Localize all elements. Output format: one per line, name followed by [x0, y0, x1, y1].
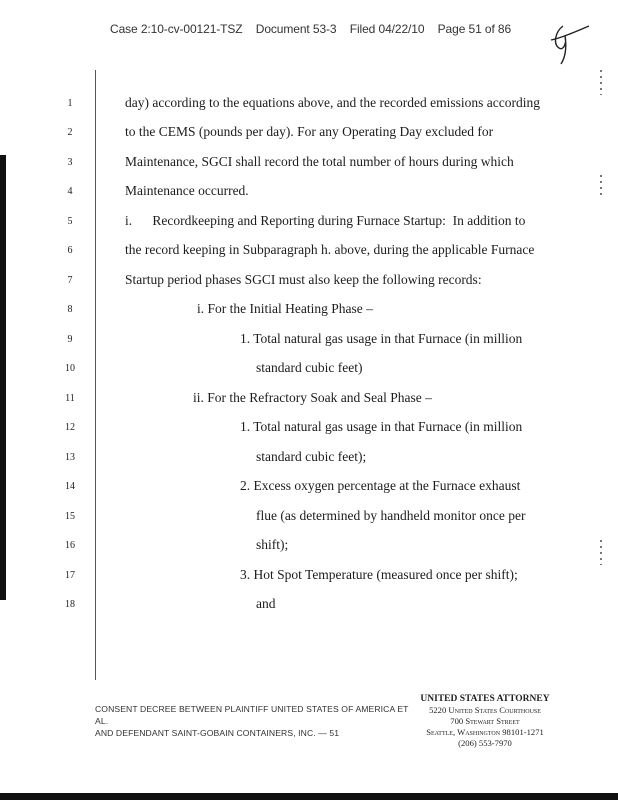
filed-date: Filed 04/22/10 [349, 22, 425, 36]
line-number: 6 [67, 245, 73, 256]
line-number: 10 [65, 363, 75, 374]
body-line: day) according to the equations above, and the recorded emissions according [125, 95, 540, 110]
list-heading: i. For the Initial Heating Phase – [197, 301, 373, 316]
scan-edge-bottom [0, 793, 618, 800]
body-line: Startup period phases SGCI must also keep the following records: [125, 272, 482, 287]
body-line: to the CEMS (pounds per day). For any Operating Day excluded for [125, 124, 494, 139]
address-line: Seattle, Washington 98101-1271 [426, 727, 544, 737]
line-number: 12 [65, 422, 75, 433]
line-number: 14 [65, 481, 75, 492]
page-header [110, 22, 530, 36]
line-number: 9 [67, 334, 73, 345]
address-line: 5220 United States Courthouse [429, 705, 541, 715]
footer-caption [95, 703, 415, 739]
body-line: i. Recordkeeping and Reporting during Furnace Startup: In addition to [125, 213, 526, 228]
body-line: standard cubic feet); [256, 449, 367, 464]
handwritten-mark-icon [545, 18, 595, 68]
line-number: 2 [67, 127, 73, 138]
attorney-office: UNITED STATES ATTORNEY [420, 694, 550, 704]
line-number: 3 [67, 157, 73, 168]
scan-specks [600, 540, 602, 565]
document-number: Document 53-3 [255, 22, 337, 36]
scan-specks [600, 175, 602, 195]
list-item: 1. Total natural gas usage in that Furnace (in million [240, 331, 523, 346]
line-number: 5 [67, 216, 73, 227]
scan-edge-left [0, 155, 6, 600]
body-line: Maintenance, SGCI shall record the total number of hours during which [125, 154, 514, 169]
body-line: the record keeping in Subparagraph h. above, during the applicable Furnace [125, 242, 535, 257]
line-number: 17 [65, 570, 75, 581]
footer-caption-line: CONSENT DECREE BETWEEN PLAINTIFF UNITED STATES OF AMERICA ET AL. [95, 704, 409, 726]
body-line: flue (as determined by handheld monitor once per [256, 508, 526, 523]
address-line: 700 Stewart Street [450, 716, 520, 726]
line-number: 11 [65, 393, 75, 404]
footer-caption-line: AND DEFENDANT SAINT-GOBAIN CONTAINERS, INC. — 51 [95, 728, 340, 738]
scan-specks [600, 70, 602, 95]
phone-number: (206) 553-7970 [458, 738, 512, 748]
line-number: 18 [65, 599, 75, 610]
list-heading: ii. For the Refractory Soak and Seal Phase – [193, 390, 432, 405]
margin-rule [95, 70, 96, 680]
line-number: 4 [67, 186, 73, 197]
body-line: Maintenance occurred. [125, 183, 249, 198]
line-number: 16 [65, 540, 75, 551]
list-item: 3. Hot Spot Temperature (measured once per shift); [240, 567, 518, 582]
list-item: 1. Total natural gas usage in that Furnace (in million [240, 419, 523, 434]
page-number: Page 51 of 86 [437, 22, 512, 36]
body-line: standard cubic feet) [256, 360, 363, 375]
line-number: 1 [67, 98, 73, 109]
line-number: 8 [67, 304, 73, 315]
line-number: 7 [67, 275, 73, 286]
line-number: 15 [65, 511, 75, 522]
case-number: Case 2:10-cv-00121-TSZ [110, 22, 243, 36]
line-number: 13 [65, 452, 75, 463]
list-item: 2. Excess oxygen percentage at the Furnace exhaust [240, 478, 521, 493]
attorney-address [405, 694, 565, 749]
body-line: and [256, 596, 276, 611]
body-line: shift); [256, 537, 289, 552]
